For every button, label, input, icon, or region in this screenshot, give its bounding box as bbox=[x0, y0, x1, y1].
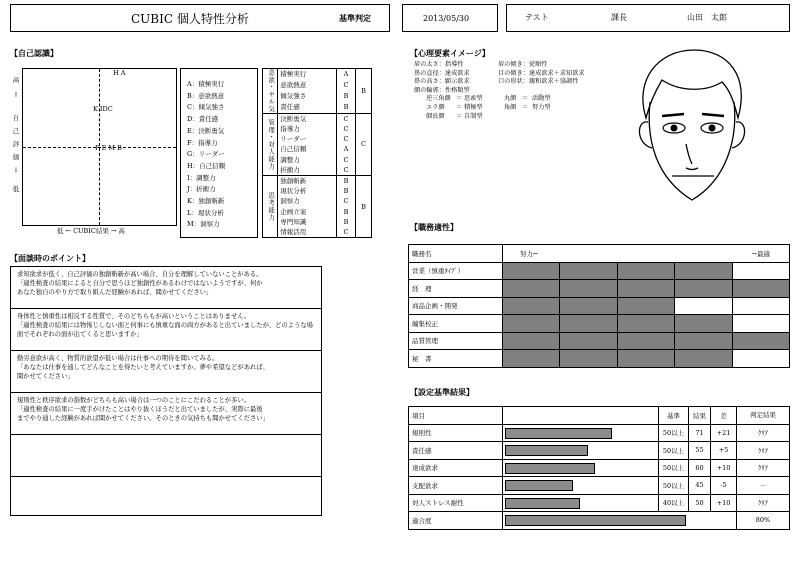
factor-item: 傾気強さ bbox=[280, 92, 307, 101]
job-row bbox=[409, 297, 790, 315]
factor-grade: B bbox=[337, 91, 356, 102]
y-label-char: 価 bbox=[12, 153, 20, 161]
criteria-standard: 50以上 bbox=[659, 442, 689, 460]
job-name: 編集校正 bbox=[409, 315, 503, 333]
x-axis-label: 低 ← CUBIC結果 → 高 bbox=[57, 227, 125, 235]
criteria-item: 支配欲求 bbox=[409, 477, 503, 495]
interview-point bbox=[11, 393, 321, 435]
criteria-head-diff: 差 bbox=[711, 407, 737, 425]
criteria-result: 60 bbox=[689, 459, 711, 477]
job-fit-cell bbox=[732, 350, 789, 368]
person-position: 課長 bbox=[611, 13, 627, 22]
point-line: までやり通した経験があれば聞かせてください。そのときの気持ちも聞かせてください」 bbox=[17, 415, 269, 422]
psych-row: 鼻の直径：達成欲求 bbox=[414, 69, 470, 77]
point-line: 「適性検査の結果によると自分で思うほど独創性があるわけではないようですが、何か bbox=[17, 280, 263, 287]
legend-item: F：指導力 bbox=[187, 138, 218, 147]
face-type: 細長顔 bbox=[426, 112, 445, 120]
factor-item: 独創斬新 bbox=[280, 177, 307, 186]
criteria-head-item: 項目 bbox=[409, 407, 503, 425]
factor-grade: A bbox=[337, 69, 356, 80]
factor-grade: C bbox=[337, 227, 356, 238]
job-fit-cell bbox=[732, 297, 789, 315]
legend-item: I：調整力 bbox=[187, 173, 216, 182]
criteria-result: 50 bbox=[689, 494, 711, 512]
y-label-char: 評 bbox=[12, 140, 20, 148]
criteria-bar bbox=[505, 428, 612, 439]
job-fit-table bbox=[408, 244, 790, 368]
report-date: 2013/05/30 bbox=[423, 14, 470, 23]
legend-item: H：自己信頼 bbox=[187, 161, 226, 170]
criteria-item: 責任感 bbox=[409, 442, 503, 460]
y-high: 高 bbox=[12, 76, 20, 84]
factor-grade: C bbox=[337, 134, 356, 144]
self-recognition-heading: 【自己認識】 bbox=[10, 49, 58, 58]
factor-grade: C bbox=[337, 155, 356, 165]
job-name: 営業（慎重ﾀｲﾌﾟ） bbox=[409, 262, 503, 280]
job-fit-cell bbox=[675, 262, 732, 280]
self-plot bbox=[22, 68, 177, 226]
job-name: 商品企画・開発 bbox=[409, 297, 503, 315]
criteria-judge: － bbox=[737, 477, 790, 495]
job-fit-cell bbox=[732, 262, 789, 280]
factor-grade: C bbox=[337, 196, 356, 206]
factor-item: 指導力 bbox=[280, 125, 300, 134]
criteria-row bbox=[409, 442, 790, 460]
job-fit-heading: 【職務適性】 bbox=[410, 223, 458, 232]
factor-item: 折衝力 bbox=[278, 165, 337, 176]
face-class: 自制型 bbox=[464, 112, 483, 120]
group-overall: B bbox=[356, 69, 372, 114]
interview-point bbox=[11, 477, 321, 515]
point-line: 勤労意欲が高く、物質的欲望が低い場合は仕事への期待を聞いてみる。 bbox=[17, 355, 219, 362]
factor-grade: C bbox=[337, 113, 356, 124]
hair bbox=[643, 50, 741, 118]
criteria-judge: ｸﾘｱ bbox=[737, 494, 790, 512]
legend-item: B：意欲熱意 bbox=[187, 91, 225, 100]
interview-point bbox=[11, 309, 321, 351]
job-fit-cell bbox=[732, 332, 789, 350]
job-fit-cell bbox=[675, 297, 732, 315]
criteria-row bbox=[409, 459, 790, 477]
job-name: 秘 書 bbox=[409, 350, 503, 368]
job-fit-cell bbox=[675, 280, 732, 298]
face-eq: ＝ bbox=[522, 95, 529, 103]
criteria-bar bbox=[505, 480, 573, 491]
person-name: 山田 太郎 bbox=[687, 13, 727, 22]
factor-grade: C bbox=[337, 165, 356, 176]
criteria-diff: -5 bbox=[711, 477, 737, 495]
y-arrow-down: ↓ bbox=[13, 166, 19, 174]
job-fit-cell bbox=[560, 315, 617, 333]
criteria-judge: ｸﾘｱ bbox=[737, 442, 790, 460]
point-line: 身体性と慎重性は相反する性質で、そのどちらもが高いということはありません。 bbox=[17, 313, 251, 320]
criteria-bar bbox=[505, 445, 588, 456]
scale-right: →最適 bbox=[751, 249, 770, 258]
interview-point bbox=[11, 267, 321, 309]
job-row bbox=[409, 350, 790, 368]
job-fit-cell bbox=[617, 315, 674, 333]
criteria-judge: ｸﾘｱ bbox=[737, 459, 790, 477]
brow-right bbox=[702, 114, 724, 116]
point-line: 「適性検査の結果には物怖じしない面と何事にも慎重な面の両方があると出ていましたが、どのような場面でそれぞれの面が出てくると思いますか」 bbox=[17, 322, 313, 338]
criteria-standard: 50以上 bbox=[659, 424, 689, 442]
factor-grade: B bbox=[337, 102, 356, 114]
job-name: 品質管理 bbox=[409, 332, 503, 350]
group-name: 思考能力 bbox=[267, 192, 275, 222]
y-axis-label bbox=[10, 76, 22, 194]
criteria-row bbox=[409, 477, 790, 495]
criteria-bar bbox=[505, 498, 580, 509]
job-fit-cell bbox=[675, 332, 732, 350]
face-eq: ＝ bbox=[456, 103, 463, 111]
criteria-diff: +10 bbox=[711, 459, 737, 477]
report-subtitle: 基準判定 bbox=[339, 14, 371, 23]
criteria-head-judge: 判定結果 bbox=[737, 407, 790, 425]
job-fit-cell bbox=[503, 280, 560, 298]
job-fit-cell bbox=[617, 262, 674, 280]
job-fit-cell bbox=[617, 280, 674, 298]
job-row bbox=[409, 280, 790, 298]
y-label-char: 己 bbox=[12, 127, 20, 135]
face-type: 逆三角顔 bbox=[426, 95, 451, 103]
job-fit-cell bbox=[675, 350, 732, 368]
factor-grade: A bbox=[337, 144, 356, 154]
interview-heading: 【面談時のポイント】 bbox=[10, 254, 90, 263]
criteria-bar bbox=[505, 463, 595, 474]
face-type: エラ顔 bbox=[426, 103, 445, 111]
plot-point-label: H A bbox=[113, 69, 126, 77]
job-row bbox=[409, 315, 790, 333]
criteria-head-standard: 基準 bbox=[659, 407, 689, 425]
point-line: 聞かせてください」 bbox=[17, 373, 74, 380]
job-col-header: 職務名 bbox=[409, 245, 503, 263]
plot-point-label: K IDC bbox=[93, 105, 113, 113]
job-fit-cell bbox=[560, 350, 617, 368]
group-name: 管理・対人能力 bbox=[267, 118, 275, 170]
nose bbox=[686, 144, 698, 170]
job-fit-cell bbox=[617, 350, 674, 368]
criteria-result: 71 bbox=[689, 424, 711, 442]
y-arrow-up: ↑ bbox=[13, 91, 19, 99]
legend-item: L：現状分析 bbox=[187, 208, 224, 217]
job-name: 経 理 bbox=[409, 280, 503, 298]
group-overall: C bbox=[356, 113, 372, 175]
face-class: 努力型 bbox=[532, 103, 551, 111]
factor-item: 責任感 bbox=[278, 102, 337, 114]
job-fit-cell bbox=[732, 315, 789, 333]
interview-point bbox=[11, 351, 321, 393]
criteria-item: 規則性 bbox=[409, 424, 503, 442]
psych-row: 目の傾き：達成欲求＋求知欲求 bbox=[498, 69, 585, 77]
interview-points bbox=[10, 266, 322, 516]
criteria-row bbox=[409, 494, 790, 512]
face-eq: ＝ bbox=[456, 95, 463, 103]
psych-row: 口の形状：親和欲求＋協調性 bbox=[498, 78, 579, 86]
legend-item: G：リーダー bbox=[187, 150, 225, 159]
factor-grade-table bbox=[262, 68, 372, 238]
factor-item: 企画立案 bbox=[280, 207, 307, 216]
factor-item: 専門知識 bbox=[280, 217, 307, 226]
job-fit-cell bbox=[503, 332, 560, 350]
psych-row: 眉の傾き：従順性 bbox=[498, 61, 548, 68]
job-row bbox=[409, 332, 790, 350]
point-line: 求知欲求が低く、自己評価の独創斬新が高い場合、自分を理解していないことがある。 bbox=[17, 271, 263, 278]
legend-item: J：折衝力 bbox=[187, 185, 216, 194]
date-box bbox=[402, 4, 498, 32]
job-fit-cell bbox=[560, 297, 617, 315]
legend-item: D：責任感 bbox=[187, 115, 219, 124]
job-row bbox=[409, 262, 790, 280]
test-name: テスト bbox=[525, 13, 549, 22]
criteria-judge: ｸﾘｱ bbox=[737, 424, 790, 442]
psych-legend bbox=[414, 61, 585, 121]
factor-item: 意欲熱意 bbox=[280, 81, 307, 90]
legend-item: M：洞察力 bbox=[187, 220, 220, 229]
job-fit-cell bbox=[560, 332, 617, 350]
job-fit-cell bbox=[617, 297, 674, 315]
criteria-standard: 40以上 bbox=[659, 494, 689, 512]
factor-grade: C bbox=[337, 124, 356, 134]
point-line: 規則性と秩序欲求の指数がどちらも高い場合は一つのことにこだわることが多い。 bbox=[17, 397, 250, 404]
job-scale bbox=[503, 245, 790, 263]
legend-item: E：決断勇気 bbox=[187, 126, 225, 135]
y-label-char: 自 bbox=[12, 114, 20, 122]
face-eq: ＝ bbox=[456, 112, 463, 120]
job-fit-cell bbox=[503, 262, 560, 280]
scale-left: 努力← bbox=[520, 249, 539, 258]
eyes bbox=[663, 123, 723, 133]
face-illustration bbox=[628, 40, 758, 206]
criteria-head-result: 結果 bbox=[689, 407, 711, 425]
point-line: 「適性検査の結果に一度手がけたことはやり抜くほうだと出ていましたが、実際に最後 bbox=[17, 406, 263, 413]
criteria-item: 対人ストレス耐性 bbox=[409, 494, 503, 512]
criteria-row bbox=[409, 424, 790, 442]
job-fit-cell bbox=[560, 262, 617, 280]
psych-row: 眉の太さ：指導性 bbox=[414, 61, 464, 68]
criteria-standard: 50以上 bbox=[659, 459, 689, 477]
factor-item: 自己信頼 bbox=[280, 145, 307, 154]
factor-grade: B bbox=[337, 176, 356, 187]
factor-item: 積極実行 bbox=[280, 70, 307, 79]
face-class: 活動型 bbox=[532, 95, 551, 103]
face-type: 角顔 bbox=[504, 103, 517, 111]
criteria-standard: 50以上 bbox=[659, 477, 689, 495]
report-title: CUBIC 個人特性分析 bbox=[131, 12, 249, 26]
y-low: 低 bbox=[12, 185, 20, 193]
factor-item: 調整力 bbox=[280, 155, 300, 164]
legend-item: C：傾気強さ bbox=[187, 103, 225, 112]
interview-point bbox=[11, 435, 321, 477]
factor-item: リーダー bbox=[280, 135, 307, 144]
face-class: 積極型 bbox=[464, 103, 483, 111]
factor-item: 洞察力 bbox=[280, 197, 300, 206]
fit-value: 80% bbox=[737, 512, 790, 530]
psych-heading: 【心理要素イメージ】 bbox=[410, 49, 490, 58]
criteria-head-bar bbox=[503, 407, 659, 425]
job-fit-cell bbox=[617, 332, 674, 350]
factor-grade: B bbox=[337, 217, 356, 227]
job-fit-cell bbox=[503, 297, 560, 315]
factor-item: 現状分析 bbox=[280, 187, 307, 196]
job-fit-cell bbox=[503, 350, 560, 368]
factor-grade: B bbox=[337, 186, 356, 196]
job-fit-cell bbox=[503, 315, 560, 333]
job-fit-cell bbox=[675, 315, 732, 333]
factor-item: 決断勇気 bbox=[280, 114, 307, 123]
job-fit-cell bbox=[560, 280, 617, 298]
fit-row bbox=[409, 512, 790, 530]
brow-left bbox=[662, 114, 684, 116]
factor-grade: B bbox=[337, 207, 356, 217]
factor-legend bbox=[180, 68, 258, 238]
factor-grade: C bbox=[337, 80, 356, 91]
point-line: あなた独自のやり方で取り組んだ経験があれば、聞かせてください」 bbox=[17, 289, 213, 296]
legend-item: K：独創斬新 bbox=[187, 197, 225, 206]
fit-bar bbox=[505, 515, 686, 526]
point-line: 「あなたは仕事を通してどんなことを得たいと考えていますか。夢や希望などがあれば、 bbox=[17, 364, 269, 371]
criteria-item: 達成欲求 bbox=[409, 459, 503, 477]
criteria-diff: +21 bbox=[711, 424, 737, 442]
legend-item: A：積極実行 bbox=[187, 80, 225, 88]
group-overall: B bbox=[356, 176, 372, 238]
psych-row: 鼻の高さ：顕示欲求 bbox=[414, 78, 470, 86]
plot-point-label: F E M B bbox=[95, 144, 122, 152]
criteria-heading: 【設定基準結果】 bbox=[410, 388, 474, 397]
criteria-diff: +10 bbox=[711, 494, 737, 512]
title-box bbox=[10, 4, 390, 32]
criteria-table bbox=[408, 406, 790, 530]
face-eq: ＝ bbox=[522, 103, 529, 111]
criteria-result: 45 bbox=[689, 477, 711, 495]
factor-item: 情報活用 bbox=[280, 228, 307, 237]
job-fit-cell bbox=[732, 280, 789, 298]
group-name: 意欲・ヤル気 bbox=[267, 69, 275, 113]
face-class: 思索型 bbox=[464, 95, 483, 103]
fit-label: 適合度 bbox=[409, 512, 503, 530]
psych-row: 顔の輪郭：性格類型 bbox=[414, 86, 470, 94]
criteria-diff: +5 bbox=[711, 442, 737, 460]
face-type: 丸顔 bbox=[504, 95, 517, 103]
person-box bbox=[506, 4, 790, 32]
criteria-result: 55 bbox=[689, 442, 711, 460]
